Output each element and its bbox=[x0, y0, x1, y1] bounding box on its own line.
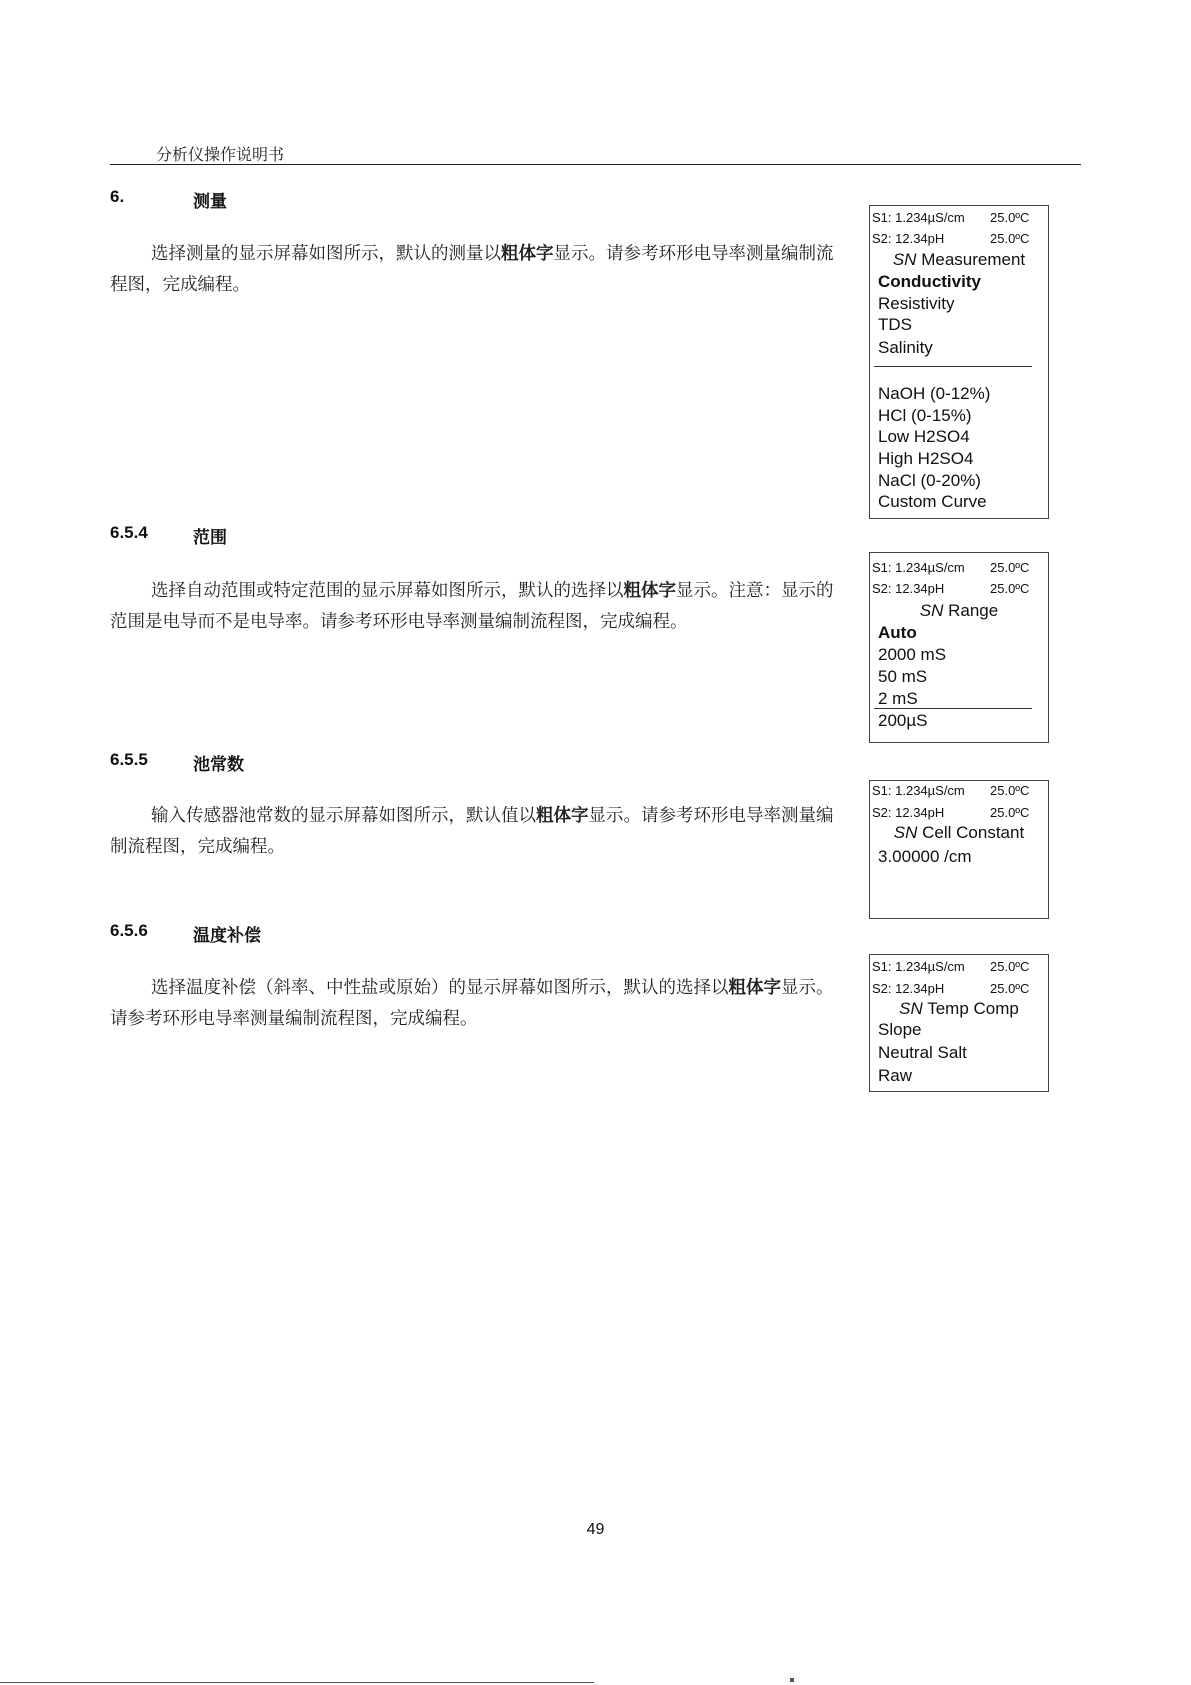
range-display-screen bbox=[869, 552, 1049, 743]
menu-option: NaCl (0-20%) bbox=[878, 471, 981, 490]
temp-comp-display-screen bbox=[869, 954, 1049, 1092]
screen-title bbox=[870, 250, 1048, 270]
paragraph-text: 选择测量的显示屏幕如图所示，默认的测量以 bbox=[151, 244, 501, 264]
document-header-title: 分析仪操作说明书 bbox=[156, 145, 285, 164]
section-paragraph bbox=[110, 576, 846, 638]
status-line-s1: S1: 1.234µS/cm bbox=[872, 560, 965, 575]
section-paragraph bbox=[110, 801, 846, 863]
menu-option-default: Auto bbox=[878, 623, 917, 642]
status-temp-s1: 25.0ºC bbox=[990, 959, 1030, 974]
menu-option: 2 mS bbox=[878, 689, 918, 708]
menu-option: HCl (0-15%) bbox=[878, 406, 972, 425]
status-line-s2: S2: 12.34pH bbox=[872, 581, 945, 596]
menu-option: Low H2SO4 bbox=[878, 427, 970, 446]
footer-mark bbox=[790, 1678, 794, 1682]
paragraph-text: 选择自动范围或特定范围的显示屏幕如图所示，默认的选择以 bbox=[151, 581, 624, 601]
status-temp-s2: 25.0ºC bbox=[990, 231, 1030, 246]
screen-title-text: Temp Comp bbox=[927, 999, 1019, 1018]
paragraph-text: 显示。请参考环形电导率测量编制流程图，完成编程。 bbox=[110, 244, 834, 295]
section-number: 6. bbox=[110, 187, 125, 206]
status-temp-s2: 25.0ºC bbox=[990, 581, 1030, 596]
status-temp-s1: 25.0ºC bbox=[990, 783, 1030, 798]
sensor-prefix: SN bbox=[899, 999, 923, 1018]
page-number: 49 bbox=[586, 1521, 605, 1538]
header-divider bbox=[110, 164, 1081, 165]
paragraph-text: 显示。注意：显示的范围是电导而不是电导率。请参考环形电导率测量编制流程图，完成编程。 bbox=[110, 581, 834, 632]
menu-divider bbox=[874, 708, 1032, 709]
paragraph-bold-text: 粗体字 bbox=[501, 244, 554, 264]
status-line-s1: S1: 1.234µS/cm bbox=[872, 210, 965, 225]
screen-title bbox=[870, 823, 1048, 843]
section-number: 6.5.4 bbox=[110, 523, 148, 542]
status-temp-s1: 25.0ºC bbox=[990, 560, 1030, 575]
status-temp-s2: 25.0ºC bbox=[990, 981, 1030, 996]
menu-option: 2000 mS bbox=[878, 645, 947, 664]
menu-divider bbox=[874, 366, 1032, 367]
status-temp-s2: 25.0ºC bbox=[990, 805, 1030, 820]
screen-title-text: Cell Constant bbox=[922, 823, 1025, 842]
section-title: 测量 bbox=[193, 192, 227, 212]
measurement-display-screen bbox=[869, 205, 1049, 519]
screen-title-text: Range bbox=[948, 601, 999, 620]
menu-option: Salinity bbox=[878, 338, 933, 357]
menu-option: 50 mS bbox=[878, 667, 928, 686]
paragraph-text: 显示。请参考环形电导率测量编制流程图，完成编程。 bbox=[110, 806, 834, 857]
menu-option: Neutral Salt bbox=[878, 1043, 967, 1062]
section-title: 温度补偿 bbox=[193, 926, 261, 946]
screen-title-text: Measurement bbox=[921, 250, 1026, 269]
paragraph-bold-text: 粗体字 bbox=[728, 978, 781, 998]
menu-option-default: Conductivity bbox=[878, 272, 981, 291]
paragraph-text: 显示。请参考环形电导率测量编制流程图，完成编程。 bbox=[110, 978, 834, 1029]
menu-option: Resistivity bbox=[878, 294, 955, 313]
section-paragraph bbox=[110, 239, 846, 301]
menu-option: Raw bbox=[878, 1066, 913, 1085]
footer-divider bbox=[0, 1682, 594, 1683]
sensor-prefix: SN bbox=[893, 823, 918, 842]
cell-constant-value: 3.00000 /cm bbox=[878, 847, 972, 866]
status-line-s2: S2: 12.34pH bbox=[872, 805, 945, 820]
sensor-prefix: SN bbox=[919, 601, 944, 620]
menu-option: TDS bbox=[878, 315, 912, 334]
menu-option: 200µS bbox=[878, 711, 928, 730]
status-line-s2: S2: 12.34pH bbox=[872, 231, 945, 246]
screen-title bbox=[870, 601, 1048, 621]
section-number: 6.5.6 bbox=[110, 921, 148, 940]
screen-title bbox=[870, 999, 1048, 1019]
menu-option: NaOH (0-12%) bbox=[878, 384, 991, 403]
status-temp-s1: 25.0ºC bbox=[990, 210, 1030, 225]
paragraph-text: 输入传感器池常数的显示屏幕如图所示，默认值以 bbox=[151, 806, 536, 826]
section-paragraph bbox=[110, 973, 846, 1035]
menu-option: Slope bbox=[878, 1020, 922, 1039]
menu-option: High H2SO4 bbox=[878, 449, 974, 468]
status-line-s2: S2: 12.34pH bbox=[872, 981, 945, 996]
section-title: 范围 bbox=[193, 528, 227, 548]
section-title: 池常数 bbox=[193, 755, 244, 775]
menu-option: Custom Curve bbox=[878, 492, 987, 511]
paragraph-text: 选择温度补偿（斜率、中性盐或原始）的显示屏幕如图所示，默认的选择以 bbox=[151, 978, 729, 998]
section-number: 6.5.5 bbox=[110, 750, 148, 769]
paragraph-bold-text: 粗体字 bbox=[536, 806, 589, 826]
paragraph-bold-text: 粗体字 bbox=[623, 581, 676, 601]
sensor-prefix: SN bbox=[892, 250, 917, 269]
status-line-s1: S1: 1.234µS/cm bbox=[872, 959, 965, 974]
cell-constant-display-screen bbox=[869, 780, 1049, 919]
status-line-s1: S1: 1.234µS/cm bbox=[872, 783, 965, 798]
